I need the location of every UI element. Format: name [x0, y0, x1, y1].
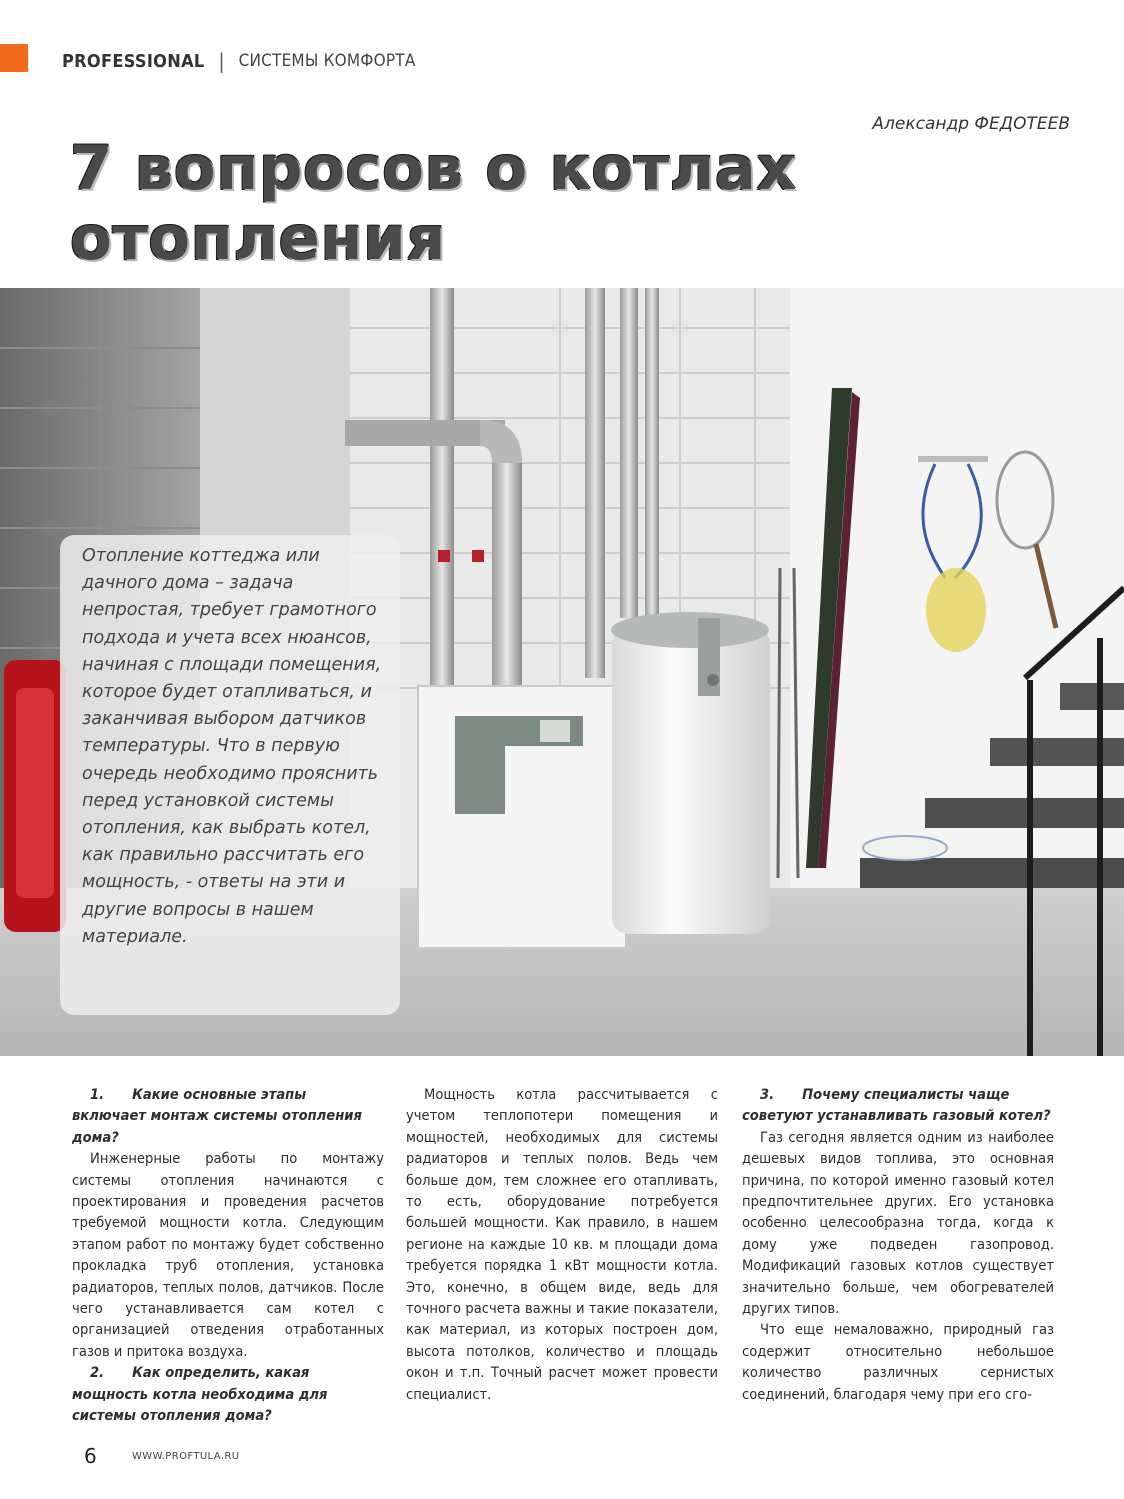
question-1-number: 1. [90, 1086, 105, 1103]
question-2 [72, 1362, 384, 1426]
answer-1-paragraph: Инженерные работы по монтажу системы отопления начинаются с проектирования и проведения расчетов требуемой мощности котла. Следующим этапом работ по монтажу будет собственно прокладка труб отопления, установка радиаторов, теплых полов, датчиков. После чего устанавливается сам котел с организацией отведения отработанных газов и притока воздуха. [72, 1150, 384, 1360]
magazine-brand: PROFESSIONAL [62, 50, 205, 72]
footer-url: WWW.PROFTULA.RU [132, 1451, 240, 1462]
answer-2-paragraph: Мощность котла рассчитывается с учетом теплопотери помещения и мощностей, необходимых для системы радиаторов и теплых полов. Ведь чем больше дом, тем сложнее его отапливать, то есть, оборудование потребуется большей мощности. Как правило, в нашем регионе на каждые 10 кв. м площади дома требуется порядка 1 кВт мощности котла. Это, конечно, в общем виде, ведь для точного расчета важны и такие показатели, как материал, из которых построен дом, высота потолков, количество и площадь окон и т.п. Точный расчет может провести специалист. [406, 1086, 718, 1403]
answer-3-paragraph-2: Что еще немаловажно, природный газ содержит относительно небольшое количество различных сернистых соединений, благодаря чему при его сго- [742, 1321, 1054, 1403]
header-separator: | [218, 49, 225, 73]
question-2-number: 2. [90, 1364, 105, 1382]
question-3 [742, 1084, 1054, 1127]
section-accent-tab [0, 44, 28, 72]
column-3 [742, 1084, 1054, 1405]
column-2 [406, 1084, 718, 1405]
section-header [62, 46, 416, 76]
article-author: Александр ФЕДОТЕЕВ [872, 114, 1070, 134]
question-1-text: Какие основные этапы включает монтаж системы отопления дома? [72, 1086, 362, 1146]
intro-callout [60, 535, 400, 1015]
page-number: 6 [84, 1444, 97, 1468]
question-1 [72, 1084, 384, 1148]
section-category: СИСТЕМЫ КОМФОРТА [238, 51, 416, 71]
question-3-text: Почему специалисты чаще советуют устанавливать газовый котел? [742, 1086, 1051, 1125]
intro-text: Отопление коттеджа или дачного дома – задача непростая, требует грамотного подхода и учета всех нюансов, начиная с площади помещения, которое будет отапливаться, и заканчивая выбором датчиков температуры. Что в первую очередь необходимо прояснить перед установкой системы отопления, как выбрать котел, как правильно рассчитать его мощность, - ответы на эти и другие вопросы в нашем материале. [82, 546, 382, 947]
column-1 [72, 1084, 384, 1427]
title-line-1: 7 вопросов о котлах отопления [70, 133, 797, 274]
answer-3-paragraph-1: Газ сегодня является одним из наиболее дешевых видов топлива, это основная причина, по которой именно газовый котел предпочтительнее других. Его установка особенно целесообразна тогда, когда к дому уже подведен газопровод. Модификаций газовых котлов существует значительно больше, чем обогревателей других типов. [742, 1128, 1054, 1318]
question-3-number: 3. [760, 1086, 775, 1103]
question-2-text: Как определить, какая мощность котла необходима для системы отопления дома? [72, 1364, 328, 1425]
